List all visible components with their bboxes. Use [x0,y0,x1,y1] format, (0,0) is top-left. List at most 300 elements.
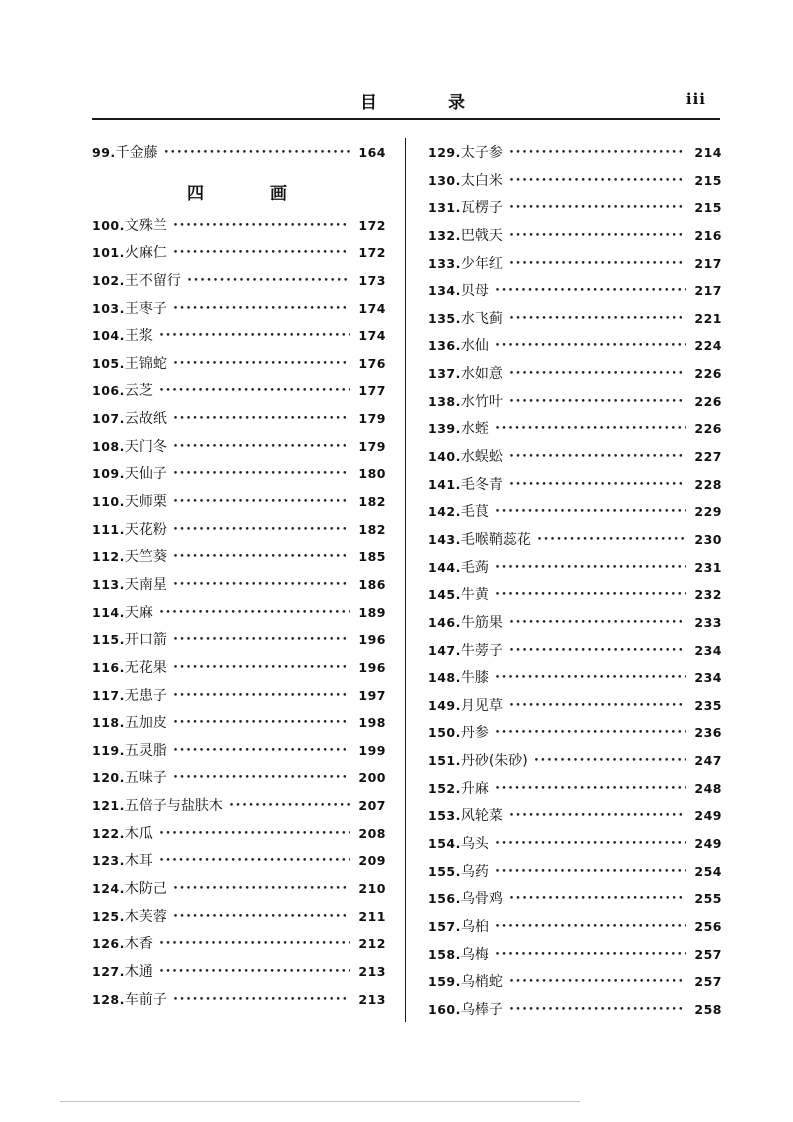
dot-leader [509,195,686,223]
dot-leader [509,997,686,1025]
entry-title: 无患子 [124,687,167,704]
toc-entry[interactable] [428,443,722,471]
dot-leader [495,665,686,693]
entry-title: 毛冬青 [460,476,503,493]
toc-entry[interactable] [428,609,722,637]
entry-number: 112. [92,549,125,565]
entry-page: 174 [358,328,386,344]
toc-entry[interactable] [92,350,386,378]
entry-number: 123. [92,853,125,869]
entry-page: 179 [358,438,386,454]
toc-entry[interactable] [92,986,386,1014]
toc-entry[interactable] [92,571,386,599]
entry-number: 147. [428,642,461,658]
entry-number: 159. [428,974,461,990]
dot-leader [173,655,350,683]
entry-number: 149. [428,697,461,713]
dot-leader [173,213,350,241]
entry-number: 122. [92,825,125,841]
entry-number: 113. [92,576,125,592]
dot-leader [509,140,686,168]
toc-entry[interactable] [428,250,722,278]
entry-page: 232 [694,587,722,603]
dot-leader [229,793,350,821]
entry-title: 五灵脂 [124,742,167,759]
entry-page: 196 [358,659,386,675]
entry-page: 257 [694,974,722,990]
entry-title: 乌药 [460,863,489,880]
toc-entry[interactable] [92,930,386,958]
entry-title: 木防己 [124,881,167,898]
entry-page: 200 [358,770,386,786]
toc-left-entries [92,212,386,1014]
dot-leader [495,333,686,361]
entry-number: 130. [428,172,461,188]
entry-number: 158. [428,946,461,962]
dot-leader [173,461,350,489]
entry-page: 177 [358,383,386,399]
dot-leader [509,886,686,914]
toc-entry[interactable] [92,433,386,461]
entry-page: 185 [358,549,386,565]
entry-number: 115. [92,632,125,648]
entry-page: 199 [358,742,386,758]
dot-leader [173,710,350,738]
entry-number: 126. [92,936,125,952]
toc-entry[interactable] [428,885,722,913]
toc-entry[interactable] [92,820,386,848]
toc-entry[interactable] [92,626,386,654]
entry-title: 毛茛 [460,504,489,521]
entry-number: 153. [428,808,461,824]
entry-number: 109. [92,466,125,482]
toc-entry[interactable] [428,471,722,499]
dot-leader [173,406,350,434]
entry-title: 牛蒡子 [460,642,503,659]
entry-title: 开口箭 [124,632,167,649]
toc-entry[interactable] [92,792,386,820]
running-head [92,86,720,114]
toc-entry[interactable] [92,847,386,875]
entry-title: 水蛭 [460,421,489,438]
dot-leader [495,278,686,306]
entry-title: 王锦蛇 [124,355,167,372]
entry-page: 215 [694,172,722,188]
dot-leader [187,268,350,296]
dot-leader [509,472,686,500]
entry-title: 乌骨鸡 [460,891,503,908]
dot-leader [173,683,350,711]
entry-title: 车前子 [124,991,167,1008]
dot-leader [164,140,350,168]
dot-leader [495,555,686,583]
dot-leader [509,693,686,721]
dot-leader [173,987,350,1015]
entry-page: 234 [694,642,722,658]
dot-leader [173,296,350,324]
toc-entry[interactable] [428,581,722,609]
entry-title: 牛黄 [460,587,489,604]
dot-leader [173,904,350,932]
dot-leader [537,527,686,555]
entry-number: 129. [428,145,461,160]
toc-entry[interactable] [428,968,722,996]
entry-page: 176 [358,355,386,371]
toc-entry[interactable] [92,239,386,267]
entry-page: 207 [358,798,386,814]
toc-entry[interactable] [428,996,722,1024]
dot-leader [159,600,350,628]
entry-number: 156. [428,891,461,907]
entry-page: 182 [358,521,386,537]
dot-leader [159,959,350,987]
entry-page: 224 [694,338,722,354]
toc-entry[interactable] [428,775,722,803]
toc-entry[interactable] [428,194,722,222]
entry-number: 114. [92,604,125,620]
toc-right-entries [428,139,722,1024]
entry-title: 五味子 [124,770,167,787]
entry-number: 145. [428,587,461,603]
entry-title: 木香 [124,936,153,953]
toc-entry[interactable] [428,913,722,941]
toc-entry[interactable] [92,267,386,295]
entry-page: 209 [358,853,386,869]
dot-leader [509,306,686,334]
dot-leader [159,323,350,351]
dot-leader [509,168,686,196]
dot-leader [509,969,686,997]
entry-page: 258 [694,1001,722,1017]
entry-number: 136. [428,338,461,354]
dot-leader [173,351,350,379]
toc-entry[interactable] [92,377,386,405]
toc-entry[interactable] [92,460,386,488]
entry-page: 247 [694,753,722,769]
entry-title: 木芙蓉 [124,908,167,925]
entry-title: 天花粉 [124,521,167,538]
entry-number: 102. [92,272,125,288]
entry-page: 180 [358,466,386,482]
dot-leader [495,942,686,970]
running-head-title-part1: 目 [360,93,377,113]
entry-number: 105. [92,355,125,371]
entry-page: 164 [358,145,386,160]
toc-entry[interactable] [428,222,722,250]
entry-title: 水竹叶 [460,393,503,410]
toc-entry[interactable] [428,637,722,665]
dot-leader [173,627,350,655]
entry-title: 木通 [124,963,153,980]
dot-leader [173,876,350,904]
entry-number: 107. [92,411,125,427]
toc-entry[interactable] [428,167,722,195]
entry-number: 118. [92,715,125,731]
entry-number: 120. [92,770,125,786]
toc-entry[interactable] [428,277,722,305]
entry-number: 133. [428,255,461,271]
entry-number: 138. [428,393,461,409]
dot-leader [173,434,350,462]
entry-number: 143. [428,531,461,547]
entry-number: 121. [92,798,125,814]
entry-page: 212 [358,936,386,952]
entry-page: 189 [358,604,386,620]
toc-entry[interactable] [92,903,386,931]
entry-title: 乌梢蛇 [460,974,503,991]
entry-title: 木耳 [124,853,153,870]
toc-entry[interactable] [428,332,722,360]
entry-title: 少年红 [460,255,503,272]
dot-leader [495,582,686,610]
entry-page: 186 [358,576,386,592]
entry-page: 214 [694,145,722,160]
entry-page: 196 [358,632,386,648]
entry-page: 216 [694,227,722,243]
toc-entry[interactable] [428,526,722,554]
toc-entry[interactable] [428,719,722,747]
entry-number: 140. [428,449,461,465]
dot-leader [509,803,686,831]
entry-page: 230 [694,531,722,547]
entry-page: 179 [358,411,386,427]
entry-title: 太白米 [460,172,503,189]
dot-leader [495,831,686,859]
dot-leader [534,748,686,776]
toc-entry[interactable] [428,747,722,775]
entry-page: 249 [694,836,722,852]
toc-entry[interactable] [92,543,386,571]
toc-entry[interactable] [92,737,386,765]
toc-entry[interactable] [428,498,722,526]
section-heading-part1: 四 [187,183,204,204]
entry-title: 天师栗 [124,494,167,511]
entry-page: 215 [694,200,722,216]
dot-leader [159,378,350,406]
entry-number: 101. [92,245,125,261]
entry-title: 天麻 [124,604,153,621]
dot-leader [495,859,686,887]
toc-entry[interactable] [92,654,386,682]
toc-entry[interactable] [428,941,722,969]
entry-page: 248 [694,780,722,796]
entry-page: 236 [694,725,722,741]
toc-entry[interactable] [92,599,386,627]
dot-leader [173,240,350,268]
column-divider [405,138,406,1022]
entry-page: 256 [694,918,722,934]
entry-title: 乌桕 [460,918,489,935]
toc-entry[interactable] [92,875,386,903]
entry-title: 毛蒟 [460,559,489,576]
dot-leader [495,499,686,527]
toc-entry[interactable] [428,802,722,830]
entry-page: 233 [694,614,722,630]
entry-title: 丹参 [460,725,489,742]
entry-number: 155. [428,863,461,879]
entry-page: 249 [694,808,722,824]
toc-entry[interactable] [428,692,722,720]
entry-title: 天竺葵 [124,549,167,566]
entry-title: 五加皮 [124,715,167,732]
entry-title: 巴戟天 [460,227,503,244]
toc-entry[interactable] [92,516,386,544]
entry-title: 丹砂(朱砂) [460,753,528,770]
entry-title: 乌头 [460,836,489,853]
dot-leader [509,389,686,417]
entry-title: 天南星 [124,576,167,593]
dot-leader [495,776,686,804]
dot-leader [173,517,350,545]
entry-number: 103. [92,300,125,316]
entry-title: 天仙子 [124,466,167,483]
entry-page: 235 [694,697,722,713]
entry-page: 182 [358,494,386,510]
entry-title: 水飞蓟 [460,310,503,327]
toc-entry[interactable] [428,858,722,886]
entry-title: 牛膝 [460,670,489,687]
entry-number: 116. [92,659,125,675]
entry-number: 142. [428,504,461,520]
dot-leader [495,914,686,942]
dot-leader [495,720,686,748]
entry-page: 227 [694,449,722,465]
toc-entry[interactable] [428,415,722,443]
entry-page: 197 [358,687,386,703]
toc-entry[interactable] [428,305,722,333]
entry-page: 226 [694,421,722,437]
entry-title: 王枣子 [124,300,167,317]
entry-number: 99. [92,145,116,160]
toc-entry[interactable] [92,958,386,986]
toc-entry[interactable] [428,830,722,858]
toc-entry[interactable] [428,139,722,167]
entry-title: 云芝 [124,383,153,400]
entry-title: 月见草 [460,697,503,714]
dot-leader [173,544,350,572]
entry-number: 148. [428,670,461,686]
entry-page: 221 [694,310,722,326]
toc-right-column [428,139,722,1024]
toc-entry[interactable] [92,212,386,240]
entry-page: 211 [358,908,386,924]
entry-page: 226 [694,393,722,409]
toc-entry[interactable] [92,682,386,710]
entry-title: 水蜈蚣 [460,449,503,466]
entry-title: 牛筋果 [460,614,503,631]
toc-entry[interactable] [92,139,386,167]
entry-title: 火麻仁 [124,245,167,262]
header-rule [92,118,720,120]
entry-page: 208 [358,825,386,841]
toc-entry[interactable] [92,405,386,433]
toc-entry[interactable] [92,709,386,737]
scan-artifact-line [60,1101,580,1102]
toc-entry[interactable] [92,322,386,350]
dot-leader [509,251,686,279]
entry-title: 升麻 [460,780,489,797]
dot-leader [159,931,350,959]
entry-page: 174 [358,300,386,316]
entry-number: 139. [428,421,461,437]
entry-page: 255 [694,891,722,907]
dot-leader [509,610,686,638]
entry-title: 千金藤 [115,145,158,161]
entry-number: 152. [428,780,461,796]
toc-entry[interactable] [92,488,386,516]
entry-page: 210 [358,881,386,897]
entry-title: 太子参 [460,145,503,161]
toc-entry[interactable] [428,388,722,416]
entry-title: 贝母 [460,283,489,300]
toc-left-column [92,139,386,1013]
entry-title: 水仙 [460,338,489,355]
entry-number: 137. [428,366,461,382]
entry-title: 五倍子与盐肤木 [124,798,223,815]
entry-number: 150. [428,725,461,741]
dot-leader [173,572,350,600]
entry-page: 172 [358,217,386,233]
entry-number: 117. [92,687,125,703]
entry-title: 王浆 [124,328,153,345]
entry-number: 144. [428,559,461,575]
section-heading-part2: 画 [270,183,287,204]
entry-title: 乌梅 [460,946,489,963]
entry-page: 254 [694,863,722,879]
entry-title: 毛喉鞘蕊花 [460,531,531,548]
entry-title: 风轮菜 [460,808,503,825]
entry-number: 128. [92,991,125,1007]
entry-title: 乌棒子 [460,1001,503,1018]
entry-page: 231 [694,559,722,575]
entry-title: 天门冬 [124,438,167,455]
entry-number: 104. [92,328,125,344]
entry-page: 257 [694,946,722,962]
entry-number: 154. [428,836,461,852]
toc-entry[interactable] [428,664,722,692]
entry-number: 124. [92,881,125,897]
entry-number: 131. [428,200,461,216]
toc-entry[interactable] [92,295,386,323]
dot-leader [509,638,686,666]
entry-page: 234 [694,670,722,686]
dot-leader [159,821,350,849]
entry-page: 217 [694,283,722,299]
entry-number: 132. [428,227,461,243]
dot-leader [509,223,686,251]
dot-leader [159,848,350,876]
entry-number: 135. [428,310,461,326]
entry-title: 水如意 [460,366,503,383]
toc-entry[interactable] [92,764,386,792]
entry-number: 134. [428,283,461,299]
dot-leader [509,444,686,472]
entry-number: 151. [428,753,461,769]
toc-entry[interactable] [428,360,722,388]
entry-number: 119. [92,742,125,758]
entry-page: 198 [358,715,386,731]
dot-leader [509,361,686,389]
entry-number: 108. [92,438,125,454]
toc-entry[interactable] [428,554,722,582]
entry-title: 王不留行 [124,272,181,289]
page-number: iii [685,90,706,108]
entry-number: 111. [92,521,125,537]
entry-title: 瓦楞子 [460,200,503,217]
entry-page: 213 [358,963,386,979]
entry-title: 无花果 [124,659,167,676]
entry-number: 157. [428,918,461,934]
